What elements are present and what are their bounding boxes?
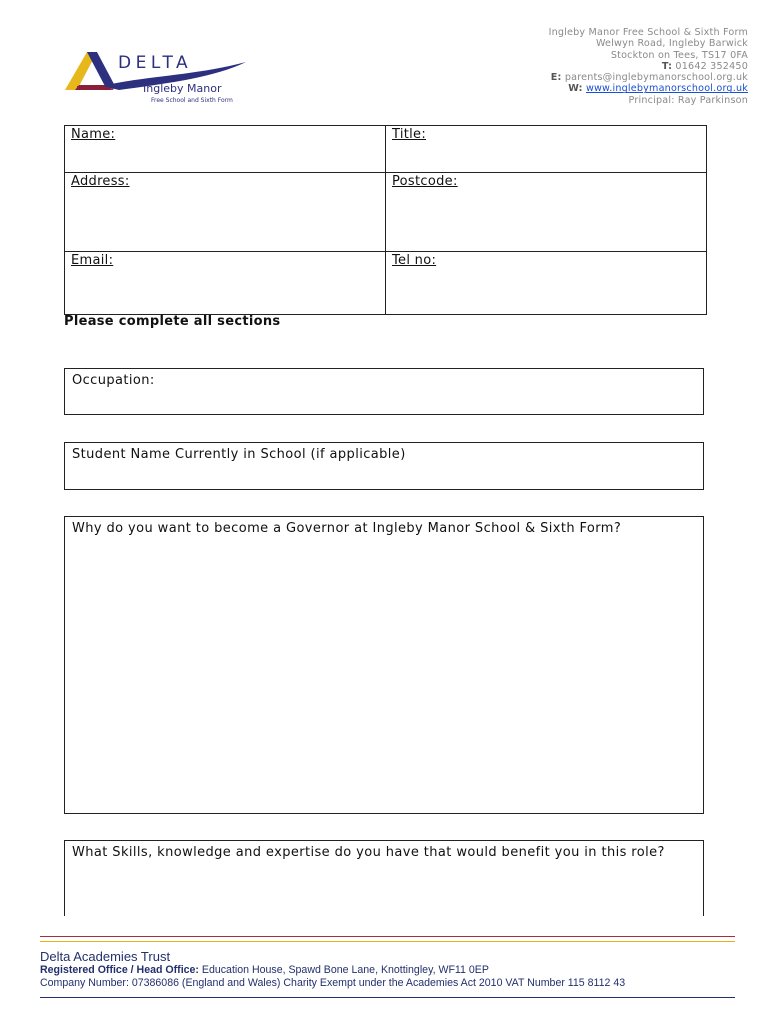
footer-rule-navy	[40, 997, 735, 998]
occupation-label: Occupation:	[72, 373, 155, 388]
logo-word: DELTA	[118, 53, 193, 73]
telephone: 01642 352450	[675, 60, 748, 72]
email-line	[549, 72, 748, 83]
telephone-line	[549, 61, 748, 72]
postcode-label: Postcode:	[392, 174, 458, 189]
postcode-field[interactable]	[386, 173, 707, 252]
web-label: W:	[568, 83, 583, 95]
title-label: Title:	[392, 127, 427, 142]
personal-details-table	[64, 125, 707, 315]
office-line	[40, 964, 735, 977]
skills-label: What Skills, knowledge and expertise do you have that would benefit you in this role?	[72, 845, 665, 860]
occupation-field[interactable]	[64, 368, 704, 415]
web-line	[549, 83, 748, 94]
name-label: Name:	[71, 127, 116, 142]
footer-rule-red	[40, 936, 735, 937]
title-field[interactable]	[386, 126, 707, 173]
name-field[interactable]	[65, 126, 386, 173]
principal: Principal: Ray Parkinson	[628, 94, 748, 106]
trust-name: Delta Academies Trust	[40, 949, 171, 964]
address-field[interactable]	[65, 173, 386, 252]
email-field[interactable]	[65, 252, 386, 315]
tel-field[interactable]	[386, 252, 707, 315]
school-name: Ingleby Manor Free School & Sixth Form	[548, 27, 748, 38]
complete-all-note: Please complete all sections	[64, 314, 281, 329]
why-governor-field[interactable]	[64, 516, 704, 814]
email-address: parents@inglebymanorschool.org.uk	[564, 72, 748, 84]
delta-ingleby-manor-logo	[63, 46, 253, 108]
tel-label: T:	[661, 60, 673, 72]
logo-school: Ingleby Manor	[143, 82, 222, 95]
tel-label-field: Tel no:	[392, 253, 437, 268]
logo-subtitle: Free School and Sixth Form	[151, 97, 233, 104]
contact-block	[549, 27, 748, 106]
town-postcode: Stockton on Tees, TS17 0FA	[610, 49, 748, 61]
student-name-field[interactable]	[64, 442, 704, 490]
email-label: E:	[550, 72, 562, 84]
address-label: Address:	[71, 174, 130, 189]
student-name-label: Student Name Currently in School (if applicable)	[72, 447, 406, 462]
skills-field[interactable]	[64, 840, 704, 916]
company-line: Company Number: 07386086 (England and Wales) Charity Exempt under the Academies Act 2010 VAT Number 115 8112 43	[40, 977, 626, 989]
email-label-field: Email:	[71, 253, 114, 268]
address-line: Welwyn Road, Ingleby Barwick	[595, 38, 748, 50]
footer-rule-yellow	[40, 941, 735, 942]
why-governor-label: Why do you want to become a Governor at Ingleby Manor School & Sixth Form?	[72, 521, 622, 536]
office-label: Registered Office / Head Office:	[40, 964, 199, 976]
website-link[interactable]: www.inglebymanorschool.org.uk	[585, 83, 748, 95]
office-address: Education House, Spawd Bone Lane, Knottingley, WF11 0EP	[201, 964, 489, 976]
trust-footer	[40, 936, 735, 998]
